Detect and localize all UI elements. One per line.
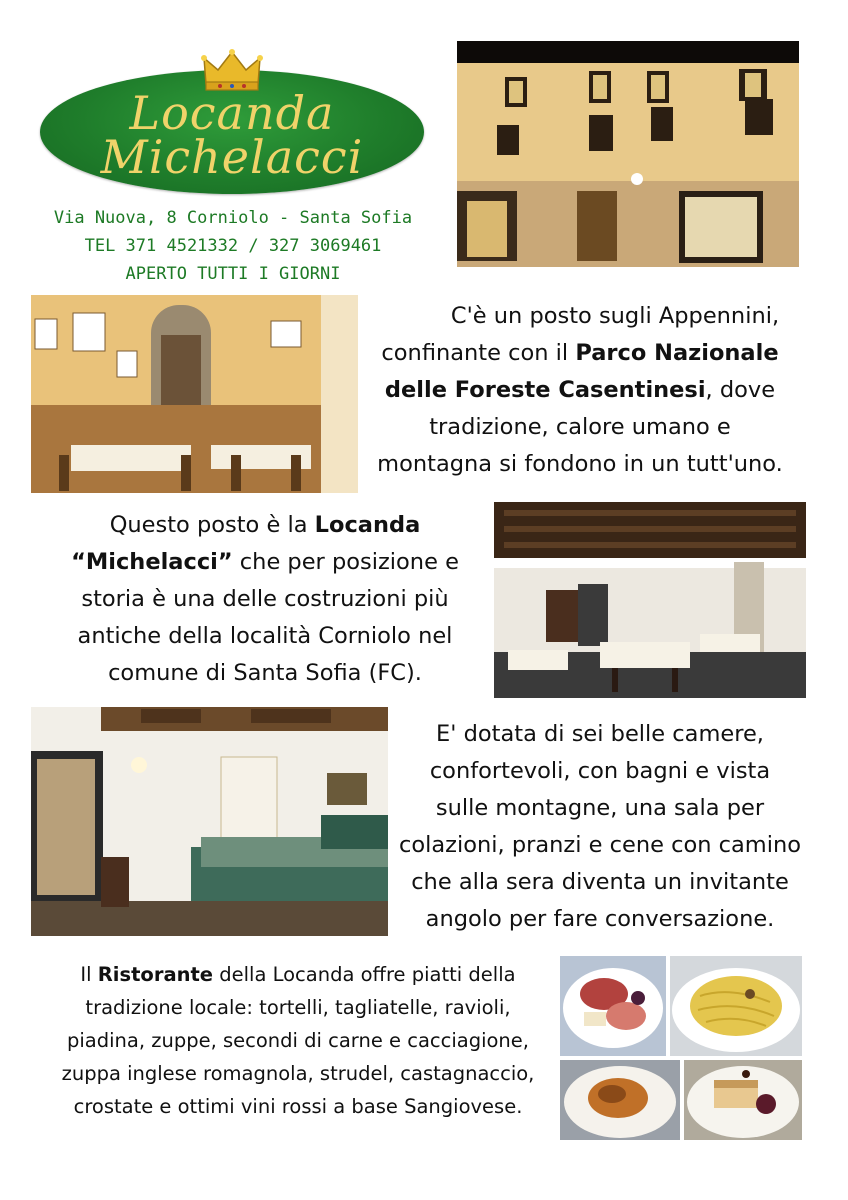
- restaurant-line-1-pre: Il: [80, 963, 98, 986]
- logo-title-line1: Locanda: [129, 86, 335, 140]
- food-photo-meat: [560, 1060, 680, 1140]
- rooms-line-3: sulle montagne, una sala per: [435, 795, 765, 821]
- hall-photo: [494, 502, 806, 698]
- address-text: Via Nuova, 8 Corniolo - Santa Sofia: [53, 208, 413, 228]
- ristorante-bold: Ristorante: [97, 963, 214, 986]
- history-paragraph: [40, 507, 490, 692]
- history-line-1: [40, 507, 490, 544]
- intro-line-5: montagna si fondono in un tutt'uno.: [377, 451, 783, 477]
- history-line-1-text: Questo posto è la: [109, 512, 315, 538]
- rooms-line-2: confortevoli, con bagni e vista: [429, 758, 771, 784]
- phone-text: TEL 371 4521332 / 327 3069461: [84, 236, 382, 256]
- food-photo-dessert: [684, 1060, 802, 1140]
- food-photo-tagliatelle: [670, 956, 802, 1056]
- restaurant-line-5: crostate e ottimi vini rossi a base Sangiovese.: [73, 1095, 523, 1118]
- intro-line-2-text: confinante con il: [381, 340, 576, 366]
- logo-title-line2: Michelacci: [100, 130, 364, 184]
- locanda-bold: Locanda: [314, 512, 421, 538]
- intro-line-2: [360, 335, 800, 372]
- restaurant-line-1-post: della Locanda offre piatti della: [213, 963, 516, 986]
- intro-line-3: [360, 372, 800, 409]
- rooms-line-4: colazioni, pranzi e cene con camino: [399, 832, 801, 858]
- intro-paragraph: [360, 298, 800, 483]
- rooms-line-5: che alla sera diventa un invitante: [411, 869, 789, 895]
- restaurant-line-1: [36, 958, 560, 991]
- history-line-4: antiche della località Corniolo nel: [77, 623, 453, 649]
- forest-name-bold: delle Foreste Casentinesi: [384, 377, 706, 403]
- rooms-paragraph: [388, 716, 812, 938]
- rooms-line-1: E' dotata di sei belle camere,: [436, 721, 764, 747]
- restaurant-line-3: piadina, zuppe, secondi di carne e cacciagione,: [66, 1029, 529, 1052]
- food-photo-salumi: [560, 956, 666, 1056]
- history-line-2-text: che per posizione e: [232, 549, 459, 575]
- intro-line-1: C'è un posto sugli Appennini,: [450, 303, 780, 329]
- intro-line-3-text: , dove: [705, 377, 776, 403]
- bedroom-photo: [31, 707, 388, 936]
- intro-line-4: tradizione, calore umano e: [429, 414, 731, 440]
- history-line-5: comune di Santa Sofia (FC).: [108, 660, 422, 686]
- opening-hours-text: APERTO TUTTI I GIORNI: [125, 264, 341, 284]
- park-name-bold: Parco Nazionale: [575, 340, 779, 366]
- restaurant-paragraph: [36, 958, 560, 1123]
- history-line-2: [40, 544, 490, 581]
- dining-room-photo: [31, 295, 358, 493]
- restaurant-line-2: tradizione locale: tortelli, tagliatelle, ravioli,: [85, 996, 511, 1019]
- rooms-line-6: angolo per fare conversazione.: [425, 906, 775, 932]
- restaurant-line-4: zuppa inglese romagnola, strudel, castagnaccio,: [61, 1062, 535, 1085]
- building-night-photo: [457, 41, 799, 267]
- history-line-3: storia è una delle costruzioni più: [81, 586, 449, 612]
- michelacci-bold: “Michelacci”: [71, 549, 233, 575]
